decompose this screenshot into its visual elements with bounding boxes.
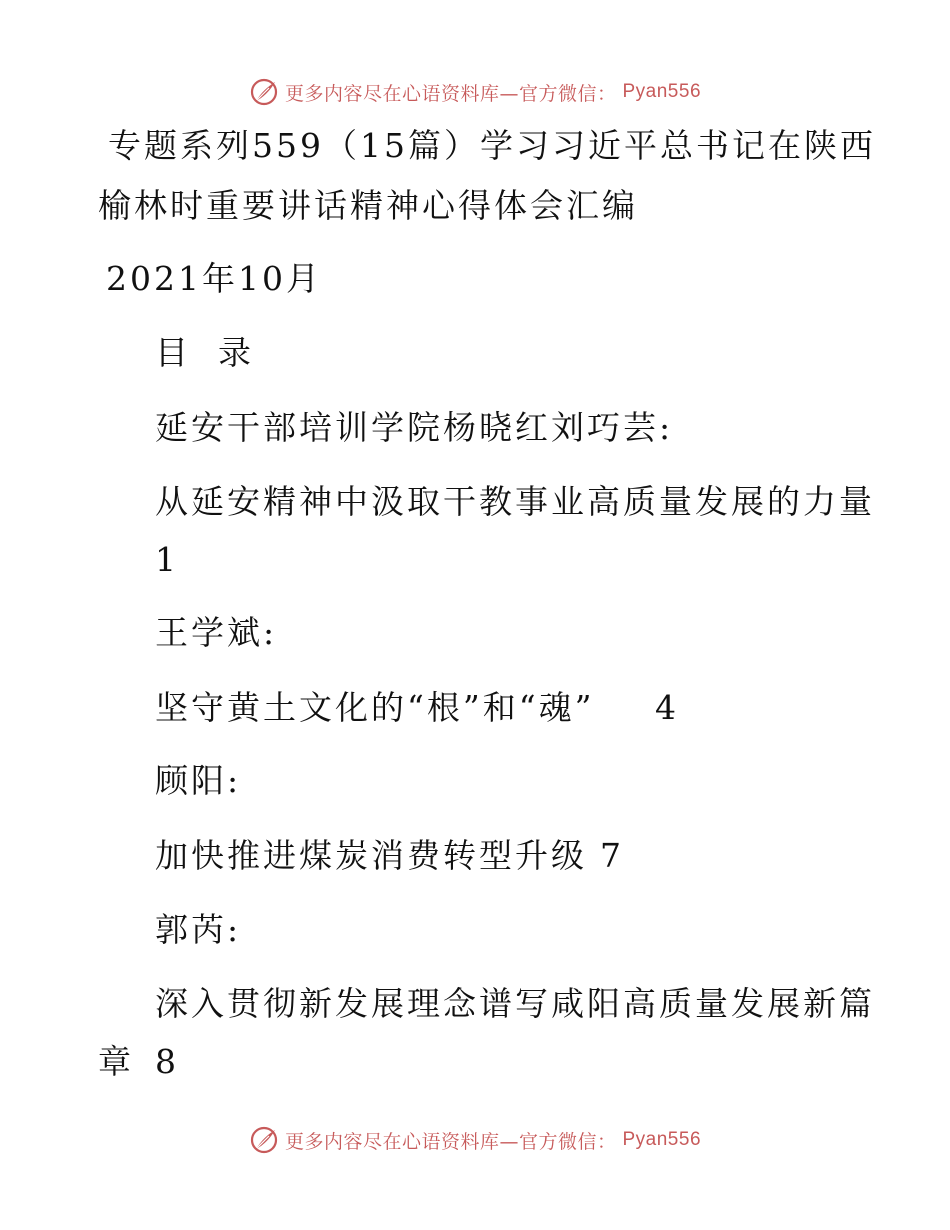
- toc-entry-page: 4: [655, 688, 679, 727]
- watermark-wechat-id: Pyan556: [622, 1129, 702, 1150]
- toc-entry-author: 郭芮:: [155, 910, 242, 949]
- toc-entry-title: 坚守黄土文化的“根”和“魂”: [155, 688, 595, 727]
- toc-entry-page: 8: [155, 1042, 179, 1081]
- toc-entry-title: 加快推进煤炭消费转型升级: [155, 836, 587, 875]
- document-title-line-1: 专题系列559（15篇）学习习近平总书记在陕西: [108, 126, 876, 165]
- watermark-text: 更多内容尽在心语资料库—官方微信：: [284, 1130, 617, 1153]
- document-title-line-2: 榆林时重要讲话精神心得体会汇编: [98, 186, 638, 225]
- toc-entry-title: 从延安精神中汲取干教事业高质量发展的力量: [155, 482, 875, 521]
- watermark-text: 更多内容尽在心语资料库—官方微信：: [284, 82, 617, 105]
- feather-pen-logo-icon: [249, 1125, 279, 1155]
- toc-entry-title-continued: 章: [98, 1042, 134, 1081]
- toc-entry-title: 深入贯彻新发展理念谱写咸阳高质量发展新篇: [155, 984, 875, 1023]
- toc-entry-page: 7: [600, 836, 624, 875]
- document-date: 2021年10月: [106, 259, 322, 298]
- toc-entry-author: 顾阳:: [155, 761, 242, 800]
- watermark-wechat-id: Pyan556: [622, 81, 702, 102]
- toc-heading: 目 录: [155, 333, 254, 372]
- toc-entry-author: 延安干部培训学院杨晓红刘巧芸:: [155, 408, 674, 447]
- toc-entry-page: 1: [155, 540, 179, 579]
- watermark: [249, 1125, 701, 1155]
- watermark-banner-bottom: [0, 1120, 950, 1160]
- toc-entry-author: 王学斌:: [155, 613, 278, 652]
